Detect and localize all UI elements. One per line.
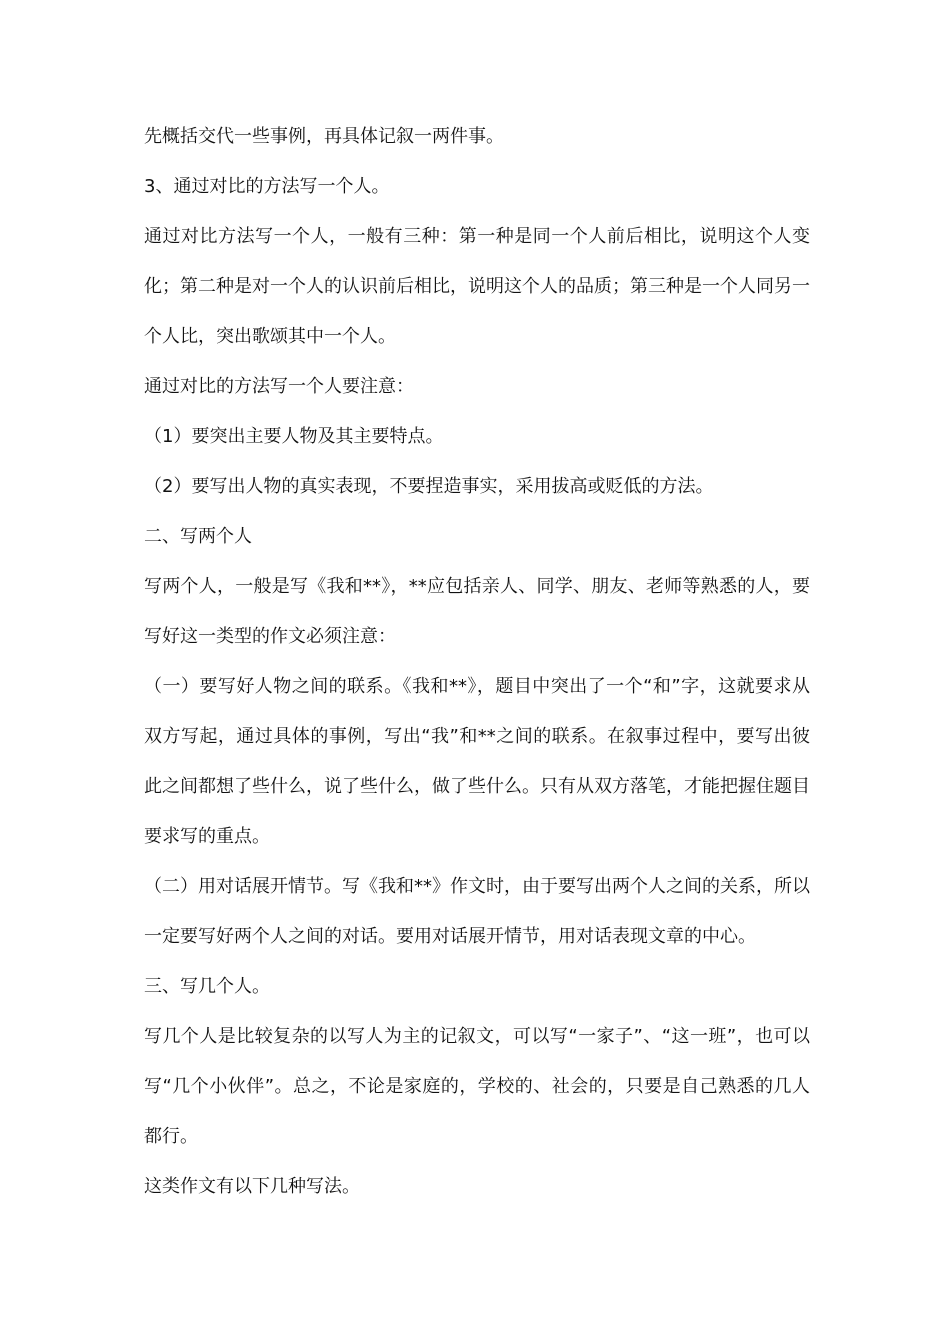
paragraph-dialogue: （二）用对话展开情节。写《我和**》作文时，由于要写出两个人之间的关系，所以一定要写好两个人之间的对话。要用对话展开情节，用对话表现文章的中心。 bbox=[144, 876, 810, 947]
section-heading-several-people: 三、写几个人。 bbox=[144, 976, 270, 997]
paragraph-several-people-intro: 写几个人是比较复杂的以写人为主的记叙文，可以写“一家子”、“这一班”，也可以写“几个小伙伴”。总之，不论是家庭的，学校的、社会的，只要是自己熟悉的几人都行。 bbox=[144, 1026, 810, 1147]
list-item-note-1: （1）要突出主要人物及其主要特点。 bbox=[144, 426, 444, 447]
section-heading-two-people: 二、写两个人 bbox=[144, 526, 252, 547]
paragraph-two-people-intro: 写两个人，一般是写《我和**》，**应包括亲人、同学、朋友、老师等熟悉的人，要写好这一类型的作文必须注意： bbox=[144, 576, 810, 647]
heading-contrast-method: 3、通过对比的方法写一个人。 bbox=[144, 176, 390, 197]
paragraph-summary-events: 先概括交代一些事例，再具体记叙一两件事。 bbox=[144, 126, 504, 147]
paragraph-relationship: （一）要写好人物之间的联系。《我和**》，题目中突出了一个“和”字，这就要求从双方写起，通过具体的事例，写出“我”和**之间的联系。在叙事过程中，要写出彼此之间都想了些什么，说了些什么，做了些什么。只有从双方落笔，才能把握住题目要求写的重点。 bbox=[144, 676, 810, 847]
paragraph-contrast-types: 通过对比方法写一个人，一般有三种：第一种是同一个人前后相比，说明这个人变化；第二种是对一个人的认识前后相比，说明这个人的品质；第三种是一个人同另一个人比，突出歌颂其中一个人。 bbox=[144, 226, 810, 347]
list-item-note-2: （2）要写出人物的真实表现，不要捏造事实，采用拔高或贬低的方法。 bbox=[144, 476, 714, 497]
document-body bbox=[144, 112, 810, 1212]
paragraph-writing-methods: 这类作文有以下几种写法。 bbox=[144, 1176, 360, 1197]
paragraph-contrast-notes: 通过对比的方法写一个人要注意： bbox=[144, 376, 414, 397]
